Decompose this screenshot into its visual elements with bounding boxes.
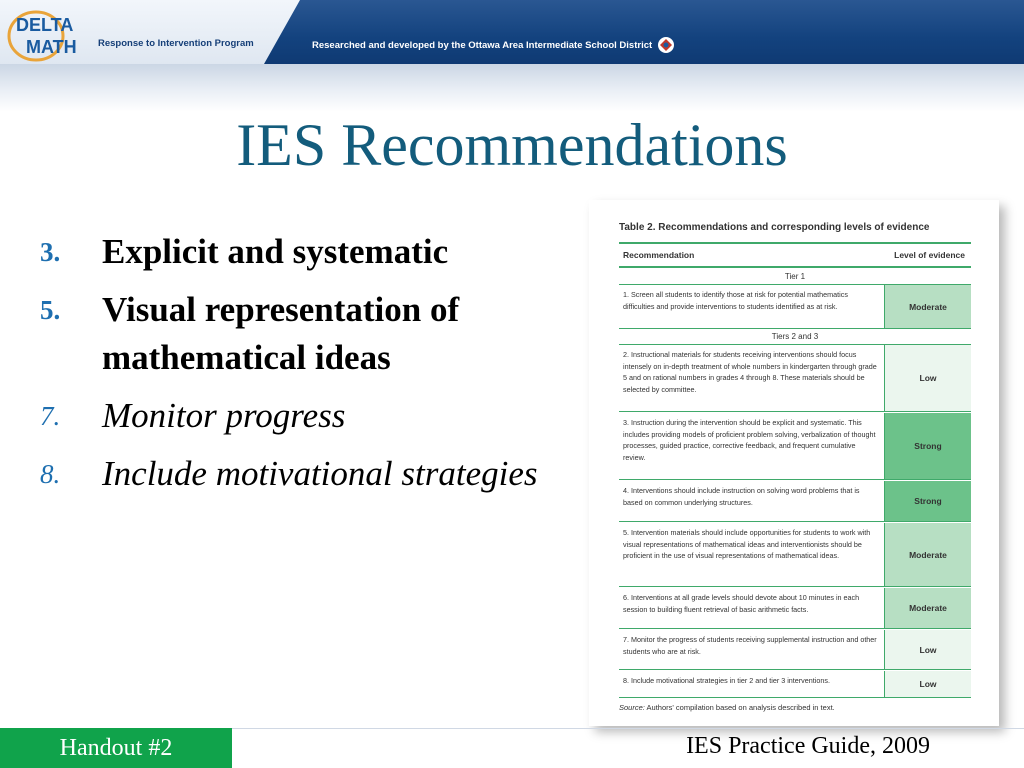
source-text: Authors' compilation based on analysis described in text. bbox=[646, 703, 835, 712]
header-dark-band bbox=[215, 0, 1024, 64]
list-item bbox=[40, 392, 570, 440]
row-level: Moderate bbox=[884, 588, 971, 628]
list-text: Explicit and systematic bbox=[102, 232, 449, 271]
table-row bbox=[619, 671, 971, 698]
footer-divider bbox=[232, 728, 1024, 729]
list-number: 5. bbox=[40, 295, 61, 325]
row-text: 3. Instruction during the intervention should be explicit and systematic. This includes providing models of proficient problem solving, verbalization of thought processes, guided practice, corrective feedback, and frequent cumulative review. bbox=[623, 418, 876, 462]
developer-credit: Researched and developed by the Ottawa Area Intermediate School District bbox=[312, 40, 653, 51]
table-row bbox=[619, 345, 971, 412]
row-text: 2. Instructional materials for students receiving interventions should focus intensely on in-depth treatment of whole numbers in kindergarten through grade 5 and on rational numbers in grades 4 through 8. These materials should be selected by committee. bbox=[623, 350, 877, 394]
slide-title: IES Recommendations bbox=[236, 112, 788, 178]
row-text: 5. Intervention materials should include opportunities for students to work with visual representations of mathematical ideas and interventionists should be proficient in the use of visual representations of mathematical ideas. bbox=[623, 528, 871, 560]
list-text: Monitor progress bbox=[102, 396, 346, 435]
row-text: 4. Interventions should include instruction on solving word problems that is based on common underlying structures. bbox=[623, 486, 860, 507]
evidence-table-image bbox=[589, 200, 999, 726]
row-level: Strong bbox=[884, 413, 971, 479]
delta-math-logo bbox=[6, 6, 98, 62]
table-row bbox=[619, 285, 971, 329]
table-caption: Table 2. Recommendations and corresponding levels of evidence bbox=[619, 222, 930, 233]
list-number: 3. bbox=[40, 237, 61, 267]
tier-2-3-label: Tiers 2 and 3 bbox=[619, 330, 971, 345]
logo-word-delta: DELTA bbox=[16, 15, 74, 35]
row-text: 1. Screen all students to identify those at risk for potential mathematics difficulties and provide interventions to students identified as at risk. bbox=[623, 290, 848, 311]
row-level: Low bbox=[884, 671, 971, 697]
table-header bbox=[619, 242, 971, 268]
recommendation-list bbox=[40, 228, 570, 508]
header-banner bbox=[0, 0, 1024, 112]
citation: IES Practice Guide, 2009 bbox=[686, 733, 930, 759]
column-header-recommendation: Recommendation bbox=[623, 250, 695, 260]
list-item bbox=[40, 450, 570, 498]
table-row bbox=[619, 523, 971, 587]
column-header-level: Level of evidence bbox=[894, 250, 965, 260]
table-source-note bbox=[619, 703, 835, 712]
table-row bbox=[619, 588, 971, 629]
source-label: Source: bbox=[619, 703, 645, 712]
row-text: 7. Monitor the progress of students receiving supplemental instruction and other students who are at risk. bbox=[623, 635, 877, 656]
list-item bbox=[40, 228, 570, 276]
program-name: Response to Intervention Program bbox=[98, 38, 254, 49]
table-row bbox=[619, 630, 971, 670]
logo-word-math: MATH bbox=[26, 37, 77, 57]
row-level: Strong bbox=[884, 481, 971, 521]
row-level: Low bbox=[884, 345, 971, 411]
row-text: 8. Include motivational strategies in tier 2 and tier 3 interventions. bbox=[623, 676, 830, 685]
tier-1-label: Tier 1 bbox=[619, 270, 971, 285]
row-level: Moderate bbox=[884, 523, 971, 586]
handout-label: Handout #2 bbox=[0, 728, 232, 768]
district-logo-icon bbox=[654, 36, 678, 54]
table-row bbox=[619, 481, 971, 522]
list-number: 8. bbox=[40, 459, 61, 489]
table-row bbox=[619, 413, 971, 480]
row-level: Low bbox=[884, 630, 971, 669]
row-text: 6. Interventions at all grade levels should devote about 10 minutes in each session to building fluent retrieval of basic arithmetic facts. bbox=[623, 593, 860, 614]
list-text: Visual representation of mathematical ideas bbox=[102, 290, 460, 377]
list-item bbox=[40, 286, 570, 382]
row-level: Moderate bbox=[884, 285, 971, 328]
list-text: Include motivational strategies bbox=[102, 454, 538, 493]
list-number: 7. bbox=[40, 401, 61, 431]
